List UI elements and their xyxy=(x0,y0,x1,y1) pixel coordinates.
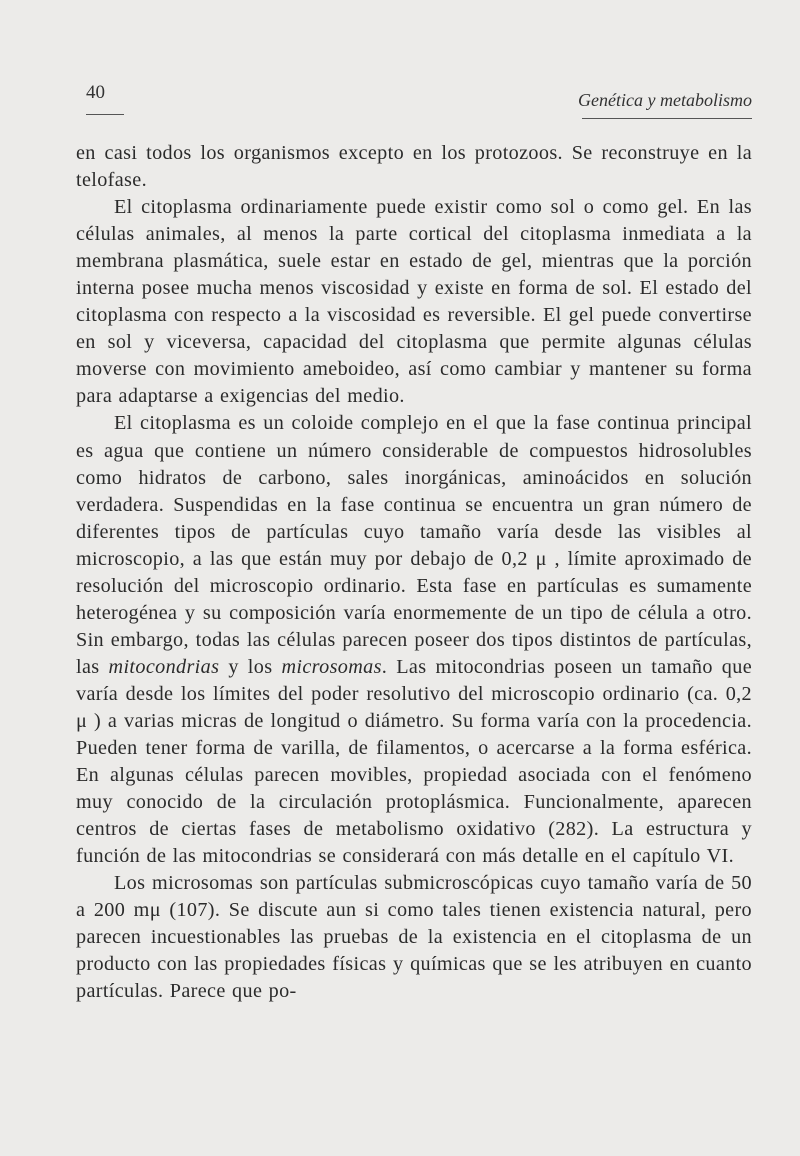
term-microsomas: microsomas xyxy=(281,655,382,678)
term-mitocondrias: mitocondrias xyxy=(108,655,220,678)
paragraph-text-segment: y los xyxy=(219,655,282,678)
paragraph-cytoplasm-colloid xyxy=(76,410,752,870)
header-rule-left xyxy=(86,114,124,115)
paragraph-text-segment: El citoplasma es un coloide complejo en el que la fase continua principal es agua que contiene un número considerable de compuestos hidrosolubles como hidratos de carbono, sales inorgánicas, aminoácidos en solución verdadera. Suspendidas en la fase continua se encuentra un gran número de diferentes tipos de partículas cuyo tamaño varía desde las visibles al microscopio, a las que están muy por debajo de 0,2 μ , límite aproximado de resolución del microscopio ordinario. Esta fase en partículas es sumamente heterogénea y su composición varía enormemente de un tipo de célula a otro. Sin embargo, todas las células parecen poseer dos tipos distintos de partículas, las xyxy=(76,412,752,678)
paragraph-continued: en casi todos los organismos excepto en los protozoos. Se reconstruye en la telofase. xyxy=(76,142,752,192)
body-text xyxy=(76,140,752,1006)
running-title: Genética y metabolismo xyxy=(578,90,752,110)
paragraph-text-segment: . Las mitocondrias poseen un tamaño que varía desde los límites del poder resolutivo del microscopio ordinario (ca. 0,2 μ ) a varias micras de longitud o diámetro. Su forma varía con la procedencia. Pueden tener forma de varilla, de filamentos, o acercarse a la forma esférica. En algunas células parecen movibles, propiedad asociada con el fenómeno muy conocido de la circulación protoplásmica. Funcionalmente, aparecen centros de ciertas fases de metabolismo oxidativo (282). La estructura y función de las mitocondrias se considerará con más detalle en el capítulo VI. xyxy=(76,655,753,868)
header-rule-right xyxy=(582,118,752,119)
page-number: 40 xyxy=(86,82,105,103)
paragraph-microsomas: Los microsomas son partículas submicroscópicas cuyo tamaño varía de 50 a 200 mμ (107). Se discute aun si como tales tienen existencia natural, pero parecen incuestionables las pruebas de la existencia en el citoplasma de un producto con las propiedades físicas y químicas que se les atribuyen en cuanto partículas. Parece que po- xyxy=(76,872,752,1003)
paragraph-cytoplasm-sol-gel: El citoplasma ordinariamente puede existir como sol o como gel. En las células animales, al menos la parte cortical del citoplasma inmediata a la membrana plasmática, suele estar en estado de gel, mientras que la porción interna posee mucha menos viscosidad y existe en forma de sol. El estado del citoplasma con respecto a la viscosidad es reversible. El gel puede convertirse en sol y viceversa, capacidad del citoplasma que permite algunas células moverse con movimiento ameboideo, así como cambiar y mantener su forma para adaptarse a exigencias del medio. xyxy=(76,196,752,408)
